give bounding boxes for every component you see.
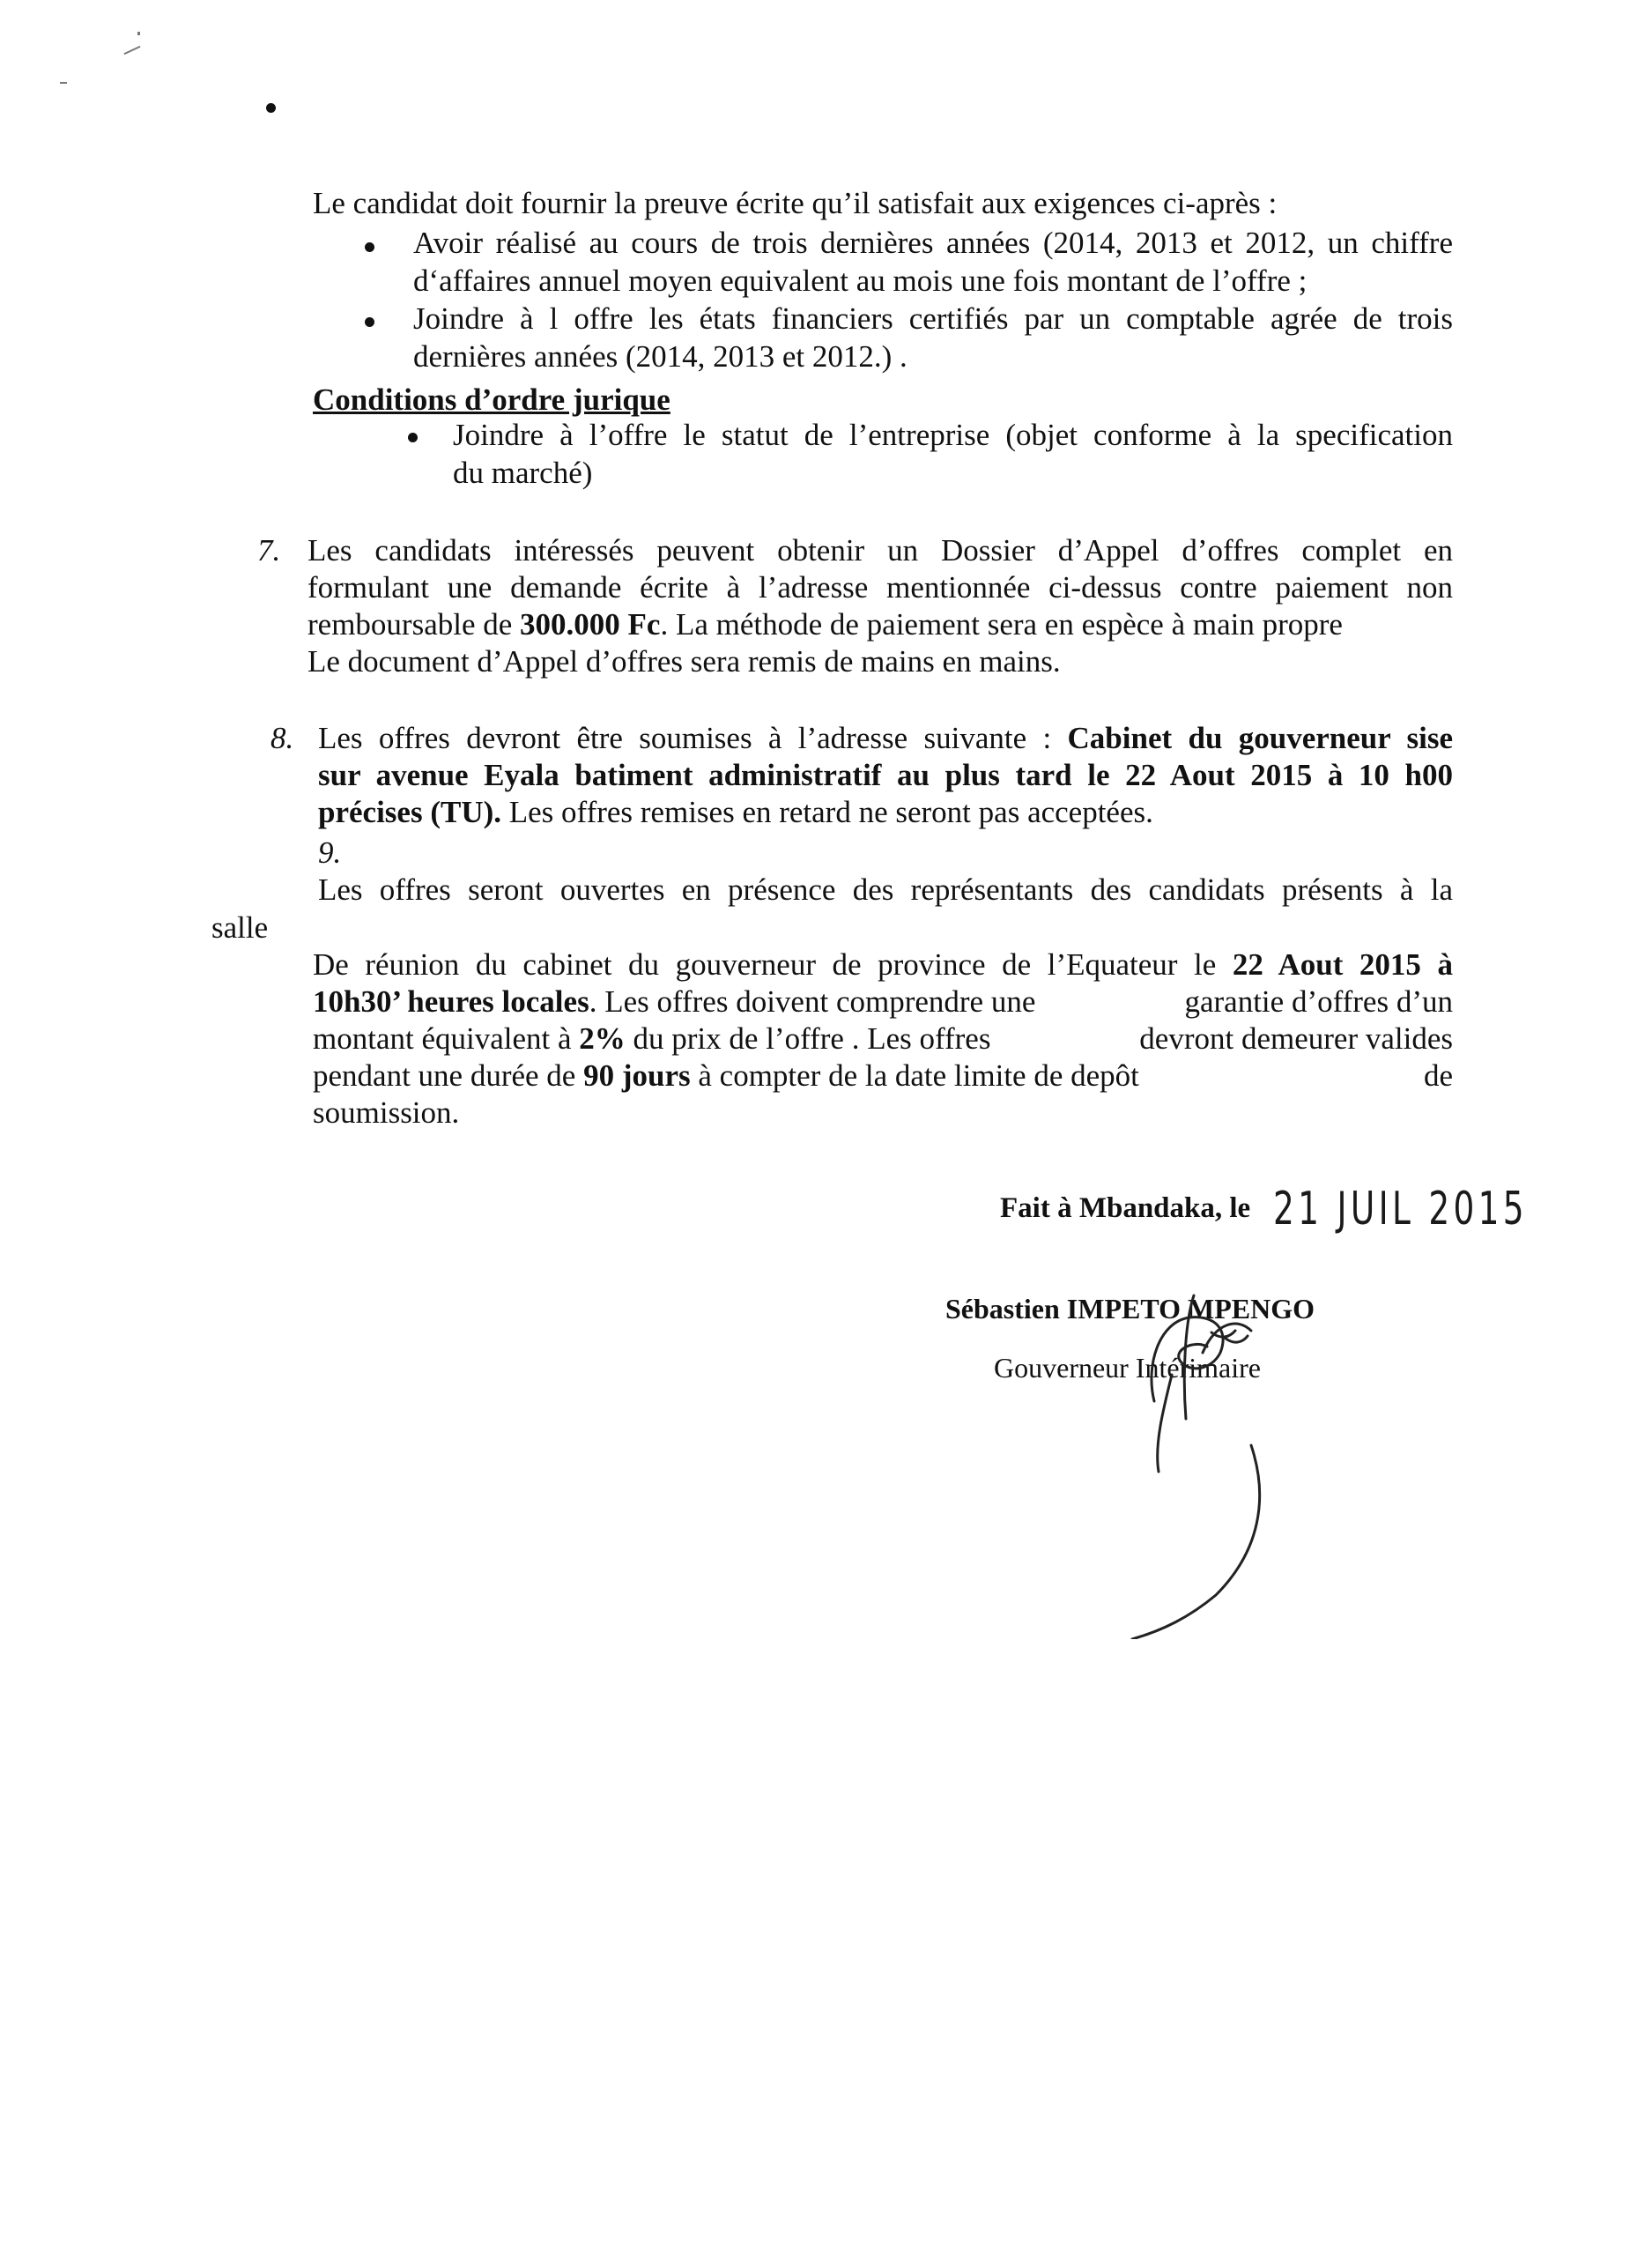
item-9-line2-pre: De réunion du cabinet du gouverneur de province de l’Equateur le bbox=[313, 947, 1233, 982]
item-8-line1 bbox=[318, 719, 1453, 757]
place-and-date-label: Fait à Mbandaka, le bbox=[1000, 1192, 1251, 1224]
legal-bullet-line1: Joindre à l’offre le statut de l’entreprise (objet conforme à la specification bbox=[453, 418, 1453, 452]
item-7-line3-pre: remboursable de bbox=[307, 607, 521, 642]
item-9-line5-tail: de bbox=[1423, 1058, 1453, 1093]
item-9-line5 bbox=[313, 1057, 1139, 1095]
item-9-line4 bbox=[313, 1020, 990, 1058]
item-7-line3-post: . La méthode de paiement sera en espèce à main propre bbox=[660, 607, 1343, 642]
item-9-line4-pre: montant équivalent à bbox=[313, 1021, 580, 1056]
item-9-guarantee-percent: 2% bbox=[579, 1021, 626, 1056]
item-7-line2: formulant une demande écrite à l’adresse mentionnée ci-dessus contre paiement non bbox=[307, 570, 1453, 605]
item-9-line2 bbox=[313, 946, 1453, 983]
item-9-validity-period: 90 jours bbox=[583, 1058, 691, 1093]
item-7-line1: Les candidats intéressés peuvent obtenir un Dossier d’Appel d’offres complet en bbox=[307, 533, 1453, 568]
intro-text: Le candidat doit fournir la preuve écrite qu’il satisfait aux exigences ci-après : bbox=[313, 186, 1278, 220]
item-8-line3 bbox=[318, 793, 1153, 831]
item-8-line3-bold: précises (TU). bbox=[318, 795, 502, 829]
item-9-opening-time: 10h30’ heures locales bbox=[313, 984, 589, 1019]
item-9-line5-pre: pendant une durée de bbox=[313, 1058, 584, 1093]
bullet-dot bbox=[408, 433, 418, 442]
financial-bullet-1-line2: d‘affaires annuel moyen equivalent au mois une fois montant de l’offre ; bbox=[413, 263, 1308, 298]
legal-bullet-line2: du marché) bbox=[453, 456, 593, 490]
item-8-address: Cabinet du gouverneur sise bbox=[1067, 721, 1453, 755]
item-9-line4-post: du prix de l’offre . Les offres bbox=[625, 1021, 991, 1056]
item-9-number: 9. bbox=[318, 835, 342, 870]
scan-mark bbox=[60, 82, 67, 84]
scan-mark bbox=[124, 46, 141, 55]
legal-conditions-heading: Conditions d’ordre jurique bbox=[313, 382, 670, 417]
item-7-fee-amount: 300.000 Fc bbox=[520, 607, 661, 642]
item-8-line1-pre: Les offres devront être soumises à l’adresse suivante : bbox=[318, 721, 1068, 755]
item-7-line3 bbox=[307, 605, 1343, 643]
item-9-line1: Les offres seront ouvertes en présence des représentants des candidats présents à la bbox=[318, 872, 1453, 907]
item-8-line2: sur avenue Eyala batiment administratif au plus tard le 22 Aout 2015 à 10 h00 bbox=[318, 758, 1453, 792]
item-8-line3-post: Les offres remises en retard ne seront pas acceptées. bbox=[501, 795, 1153, 829]
item-9-line5-post: à compter de la date limite de depôt bbox=[690, 1058, 1139, 1093]
bullet-dot bbox=[365, 242, 374, 252]
financial-bullet-2-line2: dernières années (2014, 2013 et 2012.) . bbox=[413, 339, 907, 374]
date-stamp: 21 JUIL 2015 bbox=[1273, 1183, 1528, 1236]
item-9-line6: soumission. bbox=[313, 1095, 460, 1130]
item-7-number: 7. bbox=[257, 533, 281, 568]
stray-bullet-dot bbox=[266, 103, 276, 113]
item-9-line3-tail: garantie d’offres d’un bbox=[1184, 984, 1453, 1019]
handwritten-signature bbox=[1040, 1269, 1304, 1639]
signatory-title: Gouverneur Intérimaire bbox=[994, 1352, 1261, 1384]
bullet-dot bbox=[365, 317, 374, 327]
financial-bullet-1-line1: Avoir réalisé au cours de trois dernières années (2014, 2013 et 2012, un chiffre bbox=[413, 226, 1453, 260]
item-9-line3 bbox=[313, 983, 1035, 1020]
item-8-number: 8. bbox=[270, 721, 294, 755]
item-9-line3-post: . Les offres doivent comprendre une bbox=[589, 984, 1036, 1019]
item-9-salle: salle bbox=[211, 910, 269, 945]
item-9-opening-date: 22 Aout 2015 à bbox=[1232, 947, 1453, 982]
item-7-line4: Le document d’Appel d’offres sera remis de mains en mains. bbox=[307, 644, 1061, 679]
scan-mark bbox=[137, 32, 140, 35]
item-9-line4-tail: devront demeurer valides bbox=[1139, 1021, 1453, 1056]
financial-bullet-2-line1: Joindre à l offre les états financiers certifiés par un comptable agrée de trois bbox=[413, 301, 1453, 336]
signatory-name: Sébastien IMPETO MPENGO bbox=[945, 1293, 1315, 1325]
